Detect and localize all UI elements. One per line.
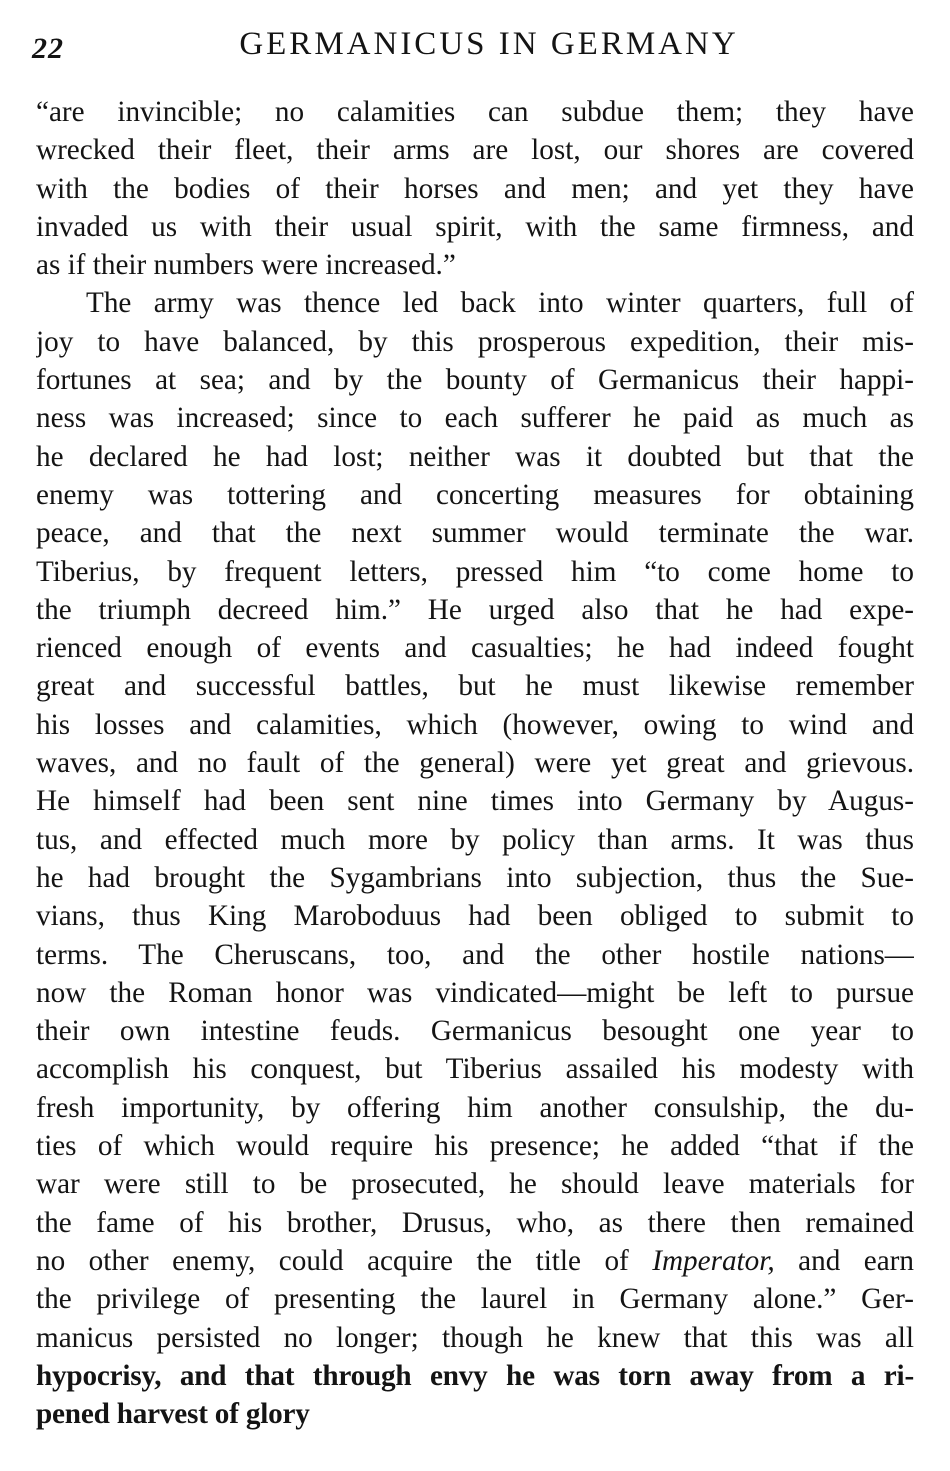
- text-line: now the Roman honor was vindicated—might be left to pursue: [36, 976, 914, 1009]
- italic-word: Imperator,: [652, 1244, 775, 1277]
- text-line: He himself had been sent nine times into Germany by Augus-: [36, 785, 914, 818]
- text-segment: and earn: [774, 1244, 914, 1277]
- body-text: [36, 93, 914, 1433]
- running-title: GERMANICUS IN GERMANY: [239, 26, 739, 62]
- text-line: he had brought the Sygambrians into subjection, thus the Sue-: [36, 861, 914, 894]
- page-header: [32, 26, 918, 74]
- text-line: great and successful battles, but he must likewise remember: [36, 670, 914, 703]
- text-line: fortunes at sea; and by the bounty of Germanicus their happi-: [36, 364, 914, 397]
- text-line: the fame of his brother, Drusus, who, as there then remained: [36, 1206, 914, 1239]
- text-line: hypocrisy, and that through envy he was torn away from a ri-: [36, 1359, 914, 1392]
- text-line: tus, and effected much more by policy than arms. It was thus: [36, 823, 914, 856]
- text-line: peace, and that the next summer would terminate the war.: [36, 517, 914, 550]
- text-line: joy to have balanced, by this prosperous expedition, their mis-: [36, 325, 914, 358]
- text-line: invaded us with their usual spirit, with the same firmness, and: [36, 210, 914, 243]
- text-line: The army was thence led back into winter quarters, full of: [86, 287, 914, 320]
- text-line: pened harvest of glory: [36, 1398, 310, 1431]
- text-line: ness was increased; since to each sufferer he paid as much as: [36, 402, 914, 435]
- text-line: with the bodies of their horses and men; and yet they have: [36, 172, 914, 205]
- text-line: rienced enough of events and casualties; he had indeed fought: [36, 632, 914, 665]
- text-line: as if their numbers were increased.”: [36, 249, 456, 282]
- text-line: wrecked their fleet, their arms are lost, our shores are covered: [36, 134, 914, 167]
- text-line: Tiberius, by frequent letters, pressed him “to come home to: [36, 555, 914, 588]
- text-line: the triumph decreed him.” He urged also that he had expe-: [36, 593, 914, 626]
- text-line: vians, thus King Maroboduus had been obliged to submit to: [36, 900, 914, 933]
- page-number: 22: [32, 32, 64, 65]
- text-line: his losses and calamities, which (however, owing to wind and: [36, 708, 914, 741]
- text-line-imperator: [36, 1242, 914, 1280]
- text-line: enemy was tottering and concerting measures for obtaining: [36, 478, 914, 511]
- text-line: their own intestine feuds. Germanicus besought one year to: [36, 1015, 914, 1048]
- text-line: war were still to be prosecuted, he should leave materials for: [36, 1168, 914, 1201]
- text-line: accomplish his conquest, but Tiberius assailed his modesty with: [36, 1053, 914, 1086]
- text-line: he declared he had lost; neither was it doubted but that the: [36, 440, 914, 473]
- text-line: terms. The Cheruscans, too, and the other hostile nations—: [36, 938, 914, 971]
- text-line: waves, and no fault of the general) were yet great and grievous.: [36, 747, 914, 780]
- text-line: fresh importunity, by offering him another consulship, the du-: [36, 1091, 914, 1124]
- text-line: ties of which would require his presence; he added “that if the: [36, 1130, 914, 1163]
- text-line: “are invincible; no calamities can subdue them; they have: [36, 96, 914, 128]
- text-line: the privilege of presenting the laurel in Germany alone.” Ger-: [36, 1283, 914, 1316]
- text-segment: no other enemy, could acquire the title of: [36, 1244, 653, 1277]
- text-line: manicus persisted no longer; though he knew that this was all: [36, 1321, 914, 1354]
